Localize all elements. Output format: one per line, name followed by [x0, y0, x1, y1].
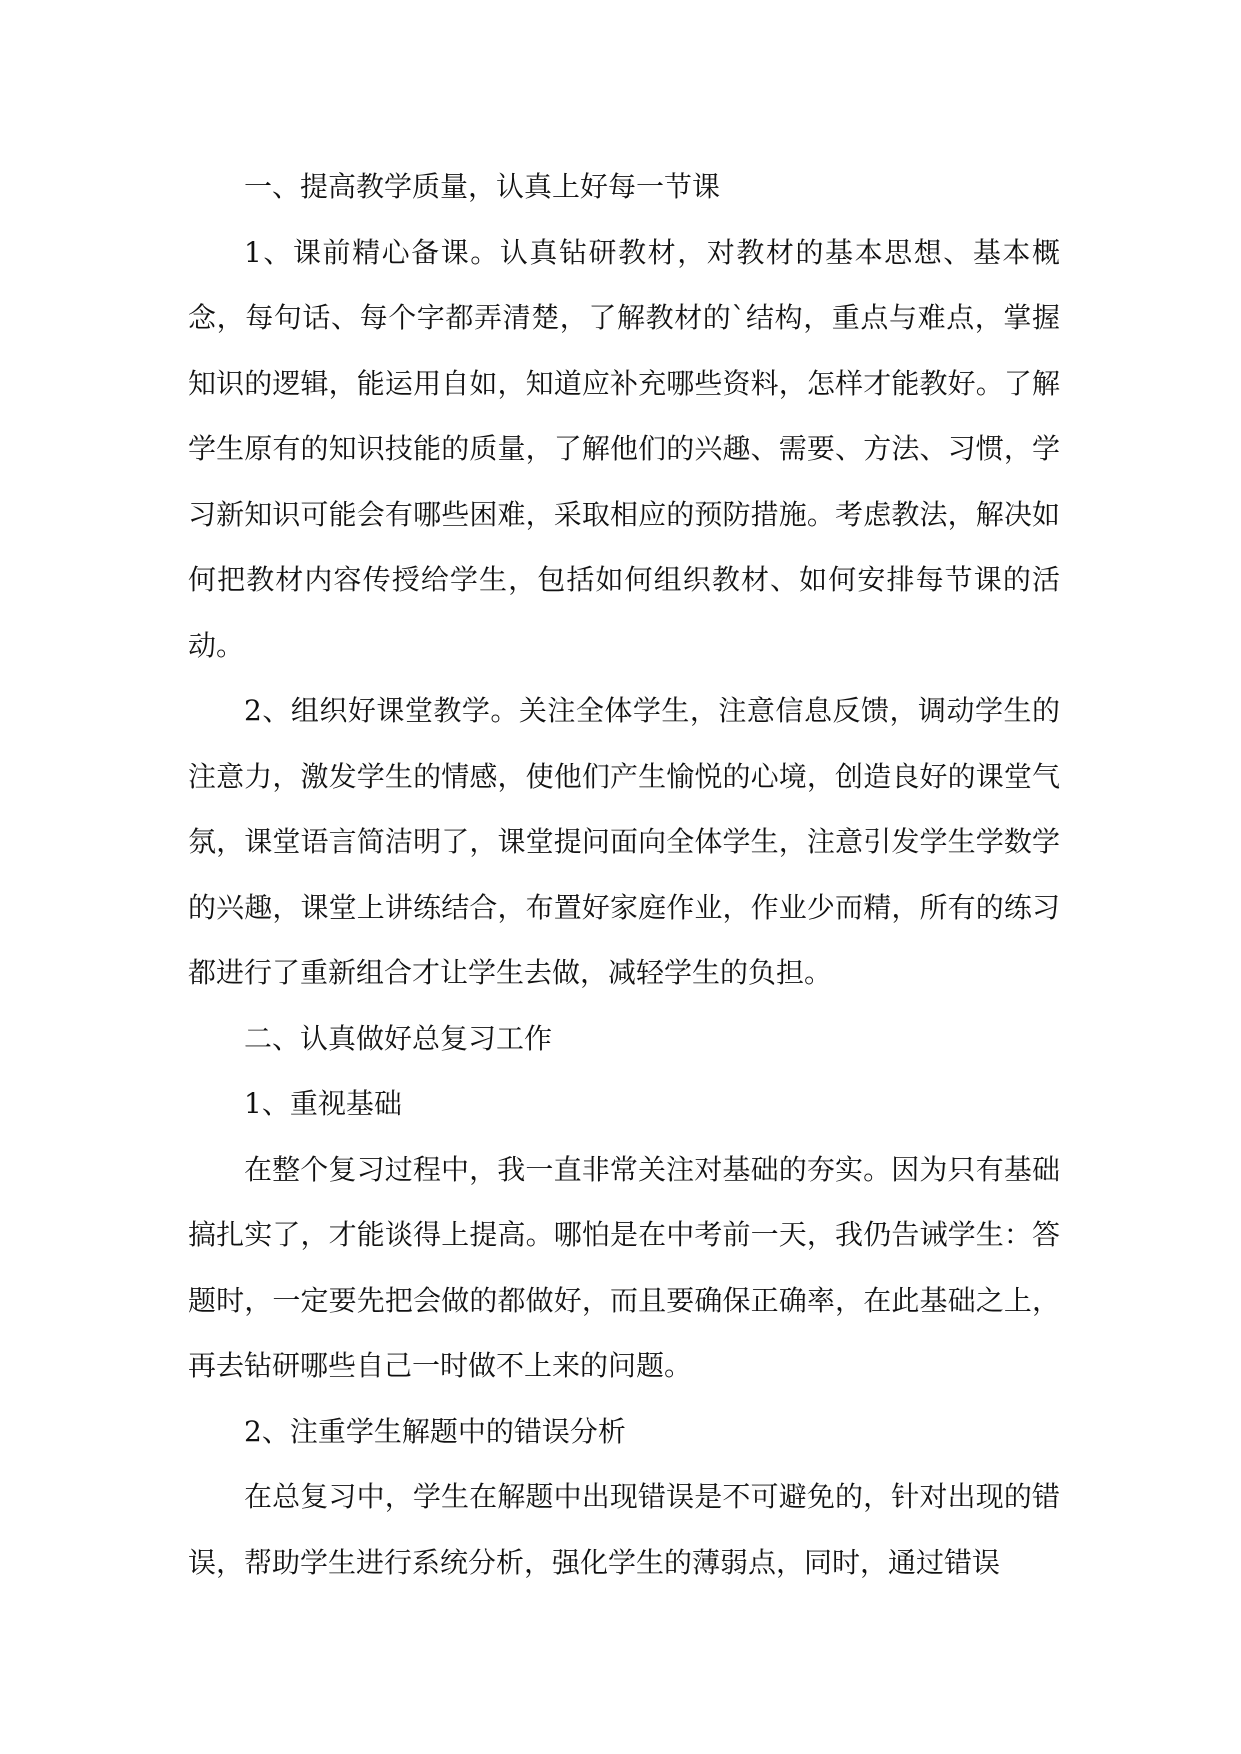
paragraph-basics: 在整个复习过程中，我一直非常关注对基础的夯实。因为只有基础搞扎实了，才能谈得上提高。哪怕是在中考前一天，我仍告诫学生：答题时，一定要先把会做的都做好，而且要确保正确率，在此基础之上，再去钻研哪些自己一时做不上来的问题。: [188, 1152, 1060, 1382]
paragraph-error-analysis: 在总复习中，学生在解题中出现错误是不可避免的，针对出现的错误，帮助学生进行系统分析，强化学生的薄弱点，同时，通过错误: [188, 1480, 1060, 1579]
section-heading-2: 二、认真做好总复习工作: [244, 1021, 553, 1055]
paragraph-lesson-preparation: 1、课前精心备课。认真钻研教材，对教材的基本思想、基本概念，每句话、每个字都弄清楚，了解教材的`结构，重点与难点，掌握知识的逻辑，能运用自如，知道应补充哪些资料，怎样才能教好。了解学生原有的知识技能的质量，了解他们的兴趣、需要、方法、习惯，学习新知识可能会有哪些困难，采取相应的预防措施。考虑教法，解决如何把教材内容传授给学生，包括如何组织教材、如何安排每节课的活动。: [188, 235, 1060, 662]
subheading-basics: 1、重视基础: [244, 1087, 402, 1120]
document-body: [188, 154, 1060, 1595]
subheading-error-analysis: 2、注重学生解题中的错误分析: [244, 1414, 626, 1448]
section-heading-1: 一、提高教学质量，认真上好每一节课: [244, 170, 721, 203]
paragraph-classroom-teaching: 2、组织好课堂教学。关注全体学生，注意信息反馈，调动学生的注意力，激发学生的情感，使他们产生愉悦的心境，创造良好的课堂气氛，课堂语言简洁明了，课堂提问面向全体学生，注意引发学生学数学的兴趣，课堂上讲练结合，布置好家庭作业，作业少而精，所有的练习都进行了重新组合才让学生去做，减轻学生的负担。: [188, 694, 1060, 989]
